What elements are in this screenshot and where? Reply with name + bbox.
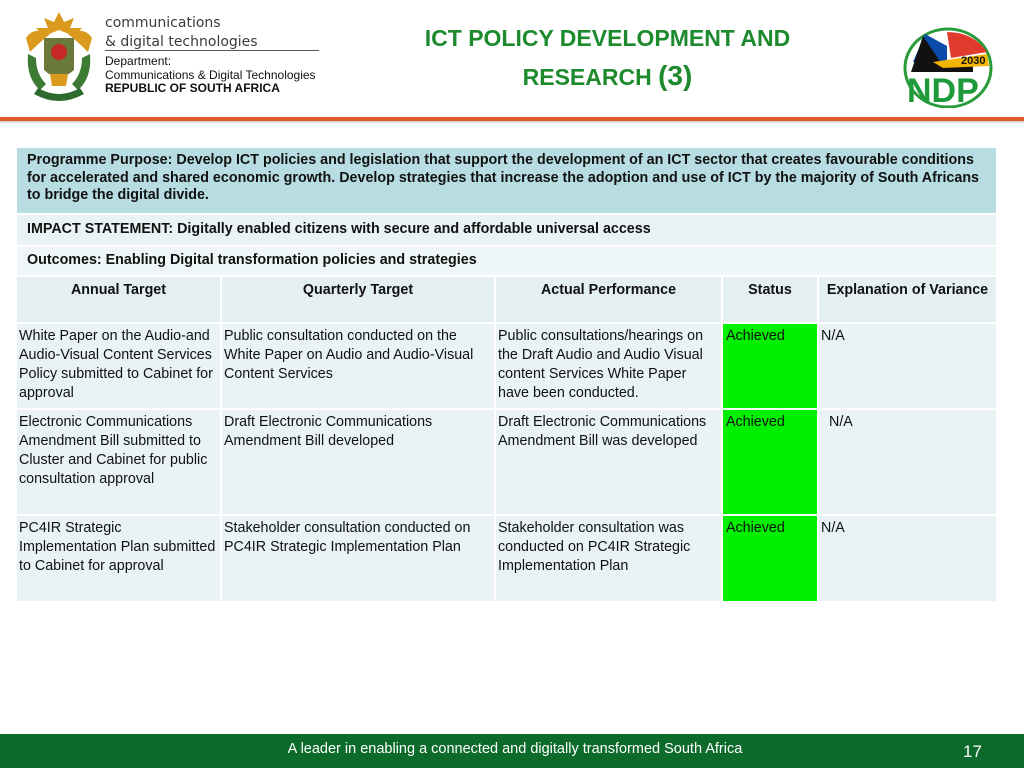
programme-purpose: Programme Purpose: Develop ICT policies and legislation that support the development of an ICT sector that creates favourable conditions for accelerated and shared economic growth. Develop strategies that increase the adoption and use of ICT by the majority of South Africans to bridge the digital divide. (17, 148, 996, 215)
column-header: Annual Target (17, 277, 222, 324)
annual-target-cell: White Paper on the Audio-and Audio-Visual Content Services Policy submitted to Cabinet for approval (17, 324, 222, 410)
variance-cell: N/A (819, 516, 996, 603)
actual-performance-cell: Stakeholder consultation was conducted on PC4IR Strategic Implementation Plan (496, 516, 723, 603)
header (0, 0, 1024, 118)
department-name (105, 55, 316, 96)
dept-line-1: Department: (105, 54, 172, 68)
quarterly-target-cell: Draft Electronic Communications Amendment Bill developed (222, 410, 496, 516)
annual-target-cell: Electronic Communications Amendment Bill submitted to Cluster and Cabinet for public consultation approval (17, 410, 222, 516)
dept-line-3: REPUBLIC OF SOUTH AFRICA (105, 81, 280, 95)
variance-cell: N/A (819, 410, 996, 516)
ndp-2030-logo (903, 26, 993, 108)
footer-bar (0, 734, 1024, 768)
quarterly-target-cell: Stakeholder consultation conducted on PC4IR Strategic Implementation Plan (222, 516, 496, 603)
dept-line-2: Communications & Digital Technologies (105, 67, 316, 82)
footer-tagline: A leader in enabling a connected and digitally transformed South Africa (287, 741, 743, 757)
performance-table (17, 148, 996, 603)
column-header: Actual Performance (496, 277, 723, 324)
brand-line-1: communications (105, 15, 221, 31)
ndp-year: 2030 (961, 55, 986, 67)
brand-line-2: & digital technologies (105, 34, 258, 50)
status-cell: Achieved (723, 516, 819, 603)
title-line-2: RESEARCH (522, 64, 652, 90)
variance-cell: N/A (819, 324, 996, 410)
column-header: Explanation of Variance (819, 277, 996, 324)
department-brand (105, 14, 258, 52)
outcomes-statement: Outcomes: Enabling Digital transformation policies and strategies (17, 247, 996, 277)
status-cell: Achieved (723, 324, 819, 410)
actual-performance-cell: Draft Electronic Communications Amendment Bill was developed (496, 410, 723, 516)
actual-performance-cell: Public consultations/hearings on the Draft Audio and Audio Visual content Services White Paper have been conducted. (496, 324, 723, 410)
brand-divider (105, 50, 319, 51)
annual-target-cell: PC4IR Strategic Implementation Plan submitted to Cabinet for approval (17, 516, 222, 603)
title-number: (3) (658, 60, 693, 91)
page-number: 17 (963, 742, 982, 761)
coat-of-arms-logo (20, 8, 98, 106)
column-header: Status (723, 277, 819, 324)
column-header: Quarterly Target (222, 277, 496, 324)
quarterly-target-cell: Public consultation conducted on the White Paper on Audio and Audio-Visual Content Services (222, 324, 496, 410)
targets-grid (17, 277, 996, 603)
status-cell: Achieved (723, 410, 819, 516)
ndp-text: NDP (907, 72, 979, 108)
page-title (380, 20, 835, 96)
impact-statement: IMPACT STATEMENT: Digitally enabled citizens with secure and affordable universal access (17, 215, 996, 247)
header-shadow (0, 121, 1024, 124)
title-line-1: ICT POLICY DEVELOPMENT AND (424, 25, 791, 51)
